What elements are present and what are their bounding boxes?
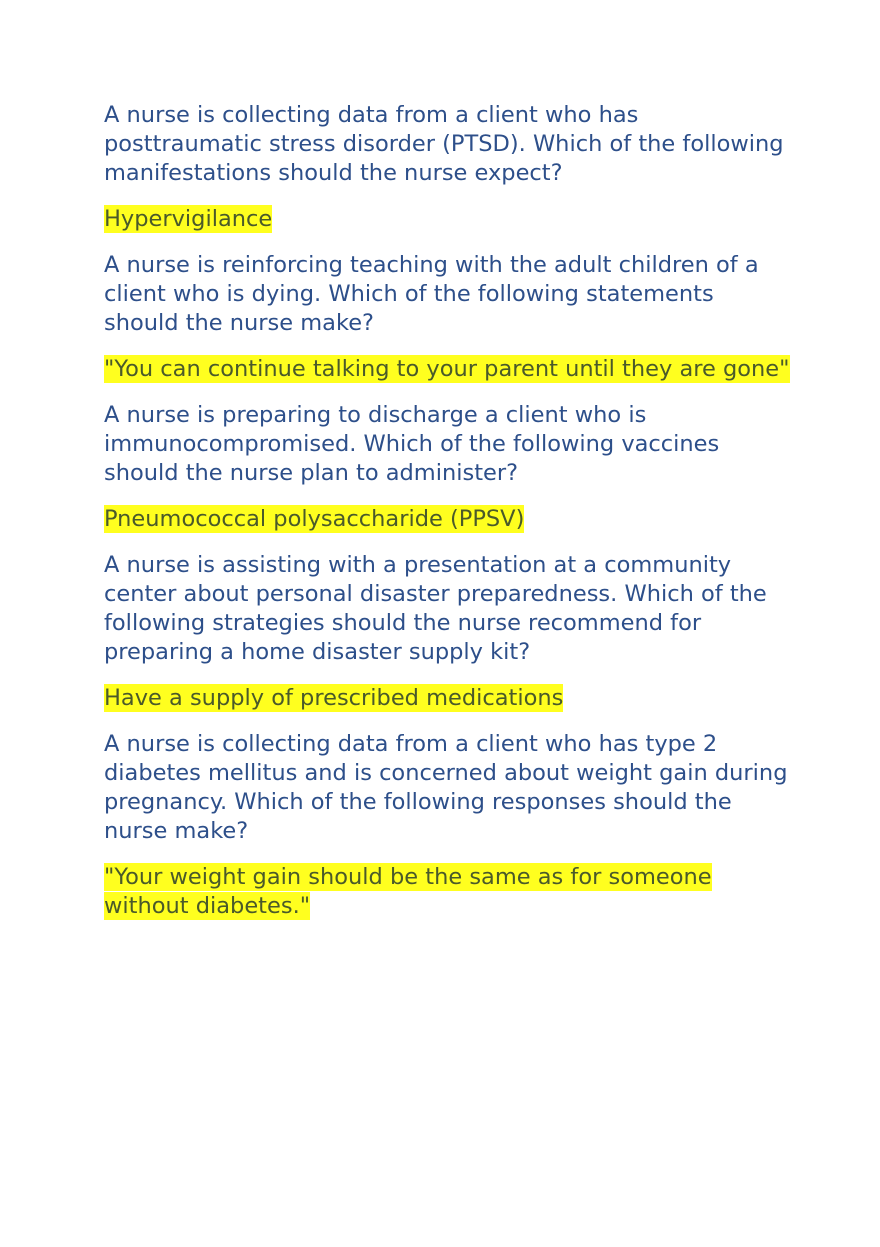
answer-line [104, 505, 794, 534]
highlighted-answer: Hypervigilance [104, 206, 273, 232]
qa-item-1 [104, 101, 794, 234]
highlighted-answer: Pneumococcal polysaccharide (PPSV) [104, 506, 525, 532]
highlighted-answer: Have a supply of prescribed medications [104, 685, 564, 711]
highlighted-answer: "You can continue talking to your parent until they are gone" [104, 356, 790, 382]
answer-line [104, 205, 794, 234]
qa-item-2 [104, 251, 794, 384]
answer-line [104, 863, 794, 921]
qa-item-4 [104, 551, 794, 713]
qa-item-3 [104, 401, 794, 534]
document-page [104, 101, 794, 938]
qa-item-5 [104, 730, 794, 921]
answer-line [104, 684, 794, 713]
answer-line [104, 355, 794, 384]
question-text: A nurse is assisting with a presentation at a community center about personal disaster preparedness. Which of the following strategies should the nurse recommend for preparing a home disaster supply kit? [104, 552, 767, 665]
question-text: A nurse is preparing to discharge a client who is immunocompromised. Which of the following vaccines should the nurse plan to administer? [104, 402, 720, 486]
highlighted-answer: "Your weight gain should be the same as for someone without diabetes." [104, 864, 712, 919]
question-text: A nurse is reinforcing teaching with the adult children of a client who is dying. Which of the following statements should the nurse make? [104, 252, 759, 336]
question-text: A nurse is collecting data from a client who has posttraumatic stress disorder (PTSD). Which of the following manifestations should the nurse expect? [104, 102, 784, 186]
question-text: A nurse is collecting data from a client who has type 2 diabetes mellitus and is concerned about weight gain during pregnancy. Which of the following responses should the nurse make? [104, 731, 788, 844]
